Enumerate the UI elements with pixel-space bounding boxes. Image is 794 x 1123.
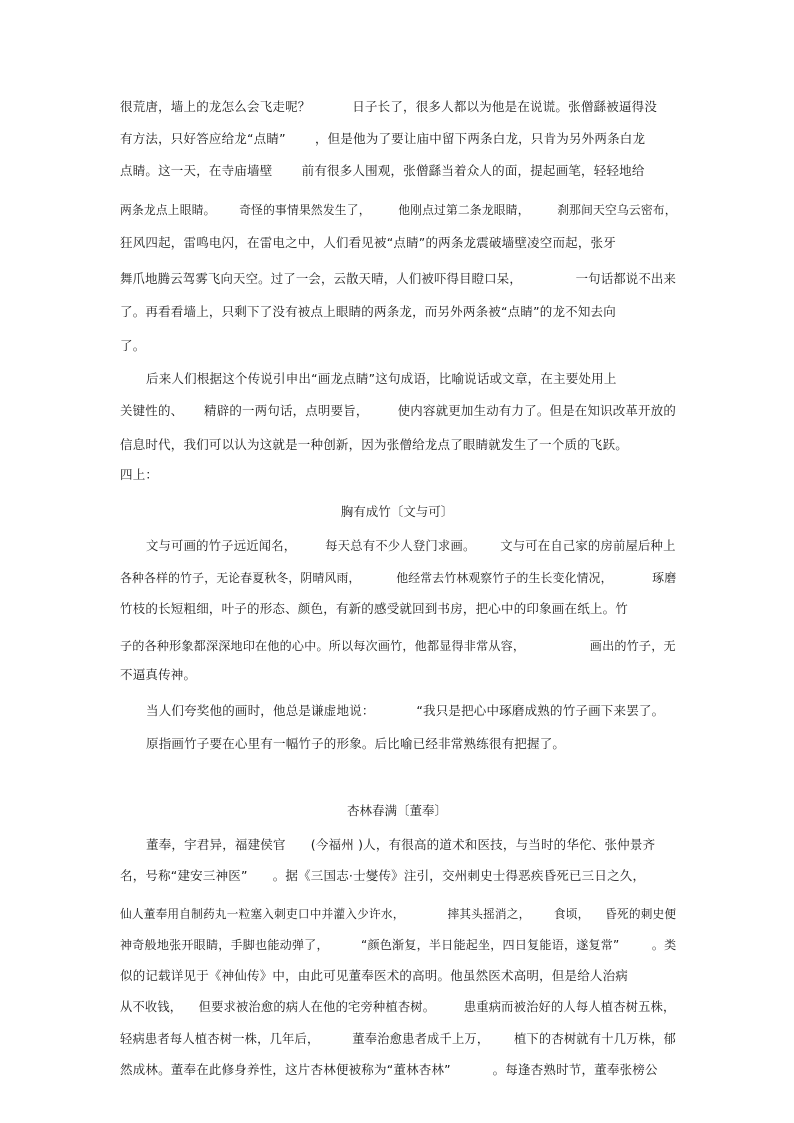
text-line: 两条龙点上眼睛。 奇怪的事情果然发生了， 他刚点过第二条龙眼睛， 刹那间天空乌云密布， [120,203,677,217]
text-line: 了。 [120,338,146,353]
text-line: 不逼真传神。 [120,667,197,682]
text-line: 信息时代，我们可以认为这就是一种创新，因为张僧给龙点了眼睛就发生了一个质的飞跃。 [120,437,629,452]
text-line: 各种各样的竹子，无论春夏秋冬，阴晴风雨， 他经常去竹林观察竹子的生长变化情况， 琢磨 [120,571,677,585]
text-line: 点睛。这一天，在寺庙墙壁 前有很多人围观，张僧繇当着众人的面，提起画笔，轻轻地给 [120,163,645,178]
grade-label: 四上： [120,467,159,482]
text-line: 董奉，宇君异，福建侯官 (今福州 )人，有很高的道术和医技，与当时的华佗、张仲景齐 [146,837,656,852]
text-line: 子的各种形象都深深地印在他的心中。所以每次画竹，他都显得非常从容， 画出的竹子，无 [120,639,676,653]
section-title: 杏林春满〔董奉〕 [346,803,447,818]
text-line: 似的记载详见于《神仙传》中，由此可见董奉医术的高明。他虽然医术高明，但是给人治病 [120,968,629,983]
text-line: 舞爪地腾云驾雾飞向天空。过了一会，云散天晴，人们被吓得目瞪口呆， 一句话都说不出来 [120,272,677,286]
text-line: 狂风四起，雷鸣电闪，在雷电之中，人们看见被“点睛”的两条龙震破墙壁凌空而起，张牙 [120,235,616,250]
text-line: 当人们夸奖他的画时，他总是谦虚地说： “我只是把心中琢磨成熟的竹子画下来罢了。 [146,703,665,718]
text-line: 很荒唐，墙上的龙怎么会飞走呢？ 日子长了，很多人都以为他是在说谎。张僧繇被逼得没 [120,99,658,114]
text-line: 关键性的、 精辟的一两句话，点明要旨， 使内容就更加生动有力了。但是在知识改革开放的 [120,403,677,418]
text-line: 名，号称“建安三神医” 。据《三国志·士燮传》注引，交州刺史士得恶疾昏死已三日之久， [120,868,646,883]
text-line: 文与可画的竹子远近闻名， 每天总有不少人登门求画。 文与可在自己家的房前屋后种上 [146,539,676,553]
text-line: 后来人们根据这个传说引申出“画龙点睛”这句成语，比喻说话或文章，在主要处用上 [146,371,617,386]
text-line: 然成林。董奉在此修身养性，这片杏林便被称为“董林杏林” 。每逢杏熟时节，董奉张榜公 [120,1062,658,1077]
section-title: 胸有成竹〔文与可〕 [340,504,454,519]
text-line: 竹枝的长短粗细，叶子的形态、颜色，有新的感受就回到书房，把心中的印象画在纸上。竹 [120,601,629,616]
text-line: 有方法，只好答应给龙“点睛” ，但是他为了要让庙中留下两条白龙，只肯为另外两条白龙 [120,131,646,146]
text-line: 原指画竹子要在心里有一幅竹子的形象。后比喻已经非常熟练很有把握了。 [146,736,566,751]
text-line: 神奇般地张开眼睛，手脚也能动弹了， “颜色渐复，半日能起坐，四日复能语，遂复常” 。类 [120,938,677,952]
text-line: 了。再看看墙上，只剩下了没有被点上眼睛的两条龙，而另外两条被“点睛”的龙不知去向 [120,304,616,319]
text-line: 轻病患者每人植杏树一株，几年后， 董奉治愈患者成千上万， 植下的杏树就有十几万株，郁 [120,1032,677,1046]
text-line: 从不收钱， 但要求被治愈的病人在他的宅旁种植杏树。 患重病而被治好的人每人植杏树五株， [120,1000,676,1014]
text-line: 仙人董奉用自制药丸一粒塞入刺吏口中并灌入少许水， 摔其头摇消之， 食顷， 昏死的刺史便 [120,907,677,921]
